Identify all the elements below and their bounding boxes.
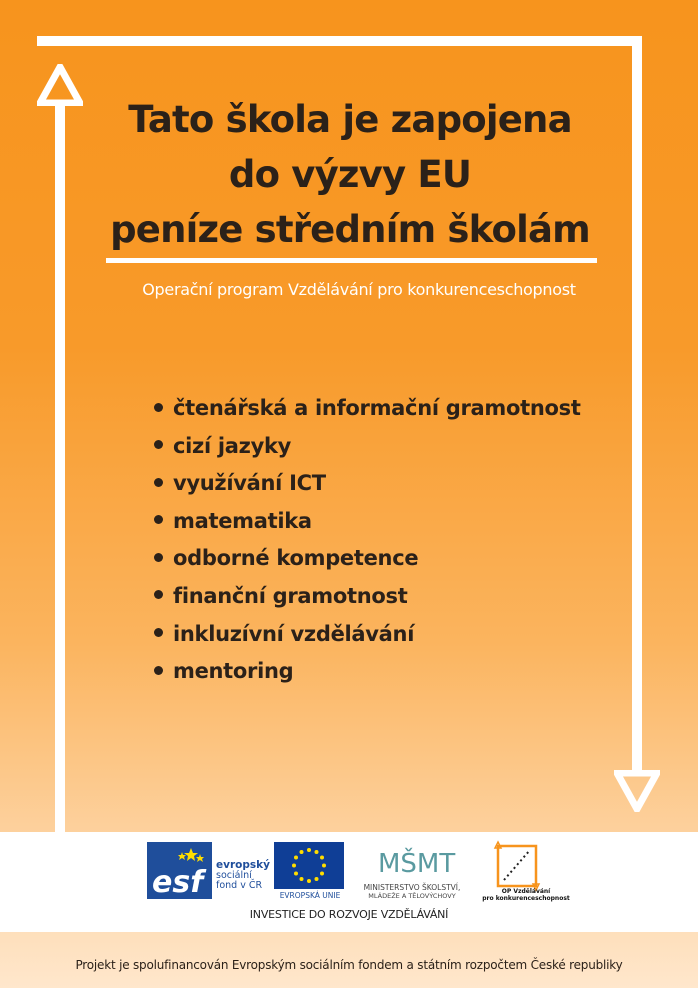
- list-item: mentoring: [154, 659, 581, 697]
- title-divider: [106, 258, 597, 263]
- title-line-2: do výzvy EU: [228, 153, 472, 196]
- bullet-icon: [154, 478, 163, 487]
- bullet-icon: [154, 515, 163, 524]
- list-item: cizí jazyky: [154, 434, 581, 472]
- title-line-1: Tato škola je zapojena: [128, 98, 572, 141]
- page-title: [60, 92, 640, 257]
- list-item: inkluzívní vzdělávání: [154, 622, 581, 660]
- esf-logo-icon: [147, 842, 212, 899]
- eu-logo-label: EVROPSKÁ UNIE: [279, 891, 341, 900]
- msmt-logo-text: MINISTERSTVO ŠKOLSTVÍ, MLÁDEŽE A TĚLOVÝCHOVY: [363, 883, 461, 900]
- bullet-icon: [154, 628, 163, 637]
- arrow-down-icon: [614, 770, 660, 812]
- list-item: čtenářská a informační gramotnost: [154, 396, 581, 434]
- topic-list: [154, 396, 581, 697]
- bullet-icon: [154, 666, 163, 675]
- list-item: odborné kompetence: [154, 546, 581, 584]
- list-item: finanční gramotnost: [154, 584, 581, 622]
- bullet-icon: [154, 403, 163, 412]
- investice-slogan: INVESTICE DO ROZVOJE VZDĚLÁVÁNÍ: [249, 908, 449, 921]
- esf-logo-text: evropský sociální fond v ČR: [216, 859, 270, 891]
- svg-text:esf: esf: [152, 865, 204, 899]
- eu-flag-icon: [274, 842, 344, 889]
- bullet-icon: [154, 553, 163, 562]
- title-line-3: peníze středním školám: [110, 208, 590, 251]
- svg-text:MŠMT: MŠMT: [378, 849, 456, 879]
- list-item: matematika: [154, 509, 581, 547]
- bullet-icon: [154, 440, 163, 449]
- bullet-icon: [154, 590, 163, 599]
- frame-top-bar: [37, 36, 642, 46]
- op-logo-text: OP Vzdělávání pro konkurenceschopnost: [482, 888, 570, 902]
- subtitle: Operační program Vzdělávání pro konkurenceschopnost: [142, 280, 576, 299]
- list-item: využívání ICT: [154, 471, 581, 509]
- footer-text: Projekt je spolufinancován Evropským sociálním fondem a státním rozpočtem České republiky: [75, 958, 623, 972]
